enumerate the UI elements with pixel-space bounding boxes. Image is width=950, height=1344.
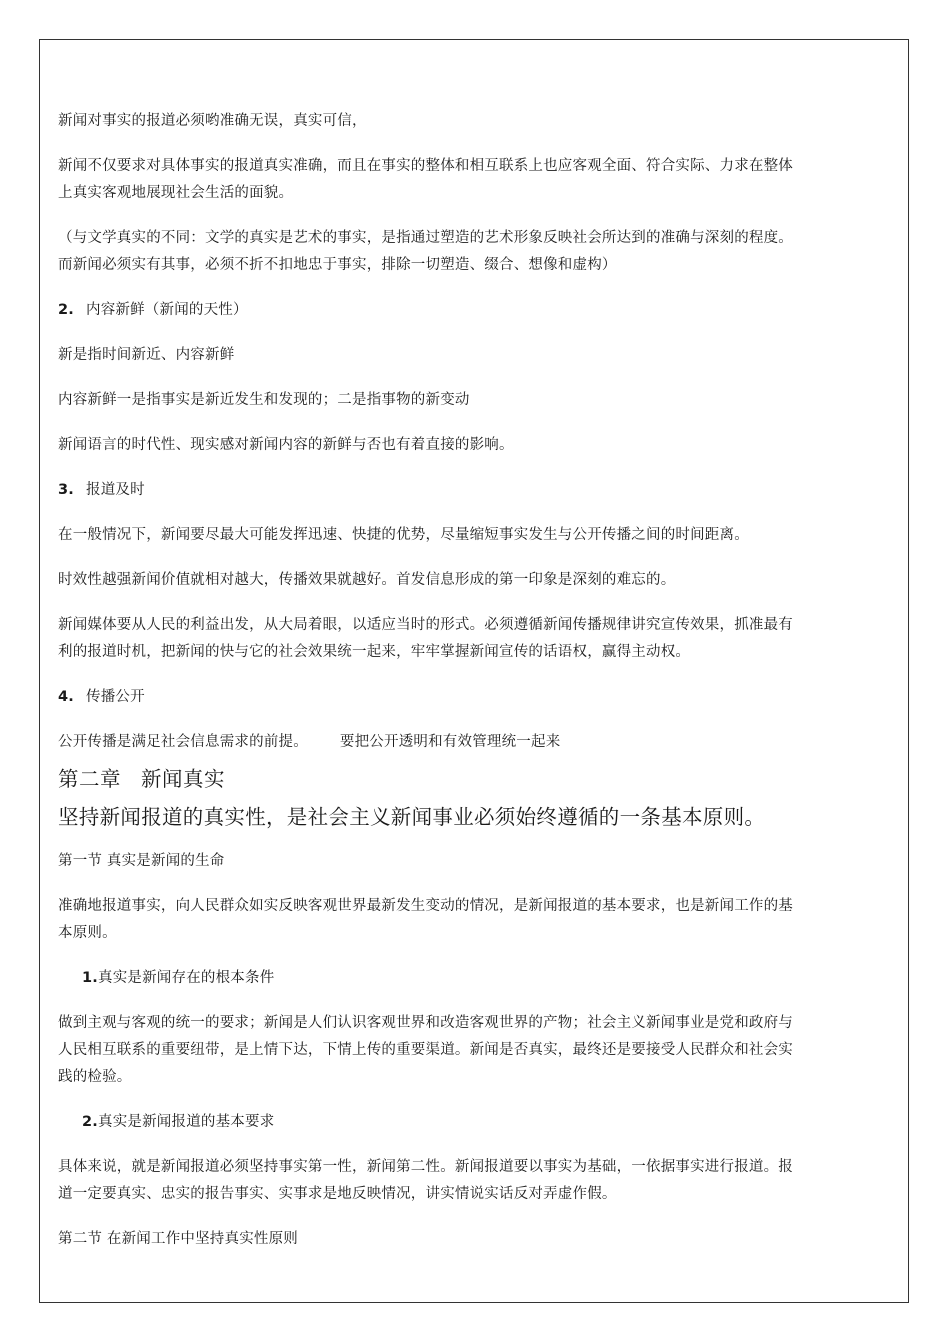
paragraph-line: 新闻不仅要求对具体事实的报道真实准确，而且在事实的整体和相互联系上也应客观全面、符合实际、力求在整体: [58, 158, 793, 174]
sentence: 要把公开透明和有效管理统一起来: [339, 734, 561, 750]
subsection-heading: [58, 1109, 894, 1136]
item-number: 2.: [58, 302, 74, 318]
subsection-number: 2.: [82, 1114, 98, 1130]
paragraph: 在一般情况下，新闻要尽最大可能发挥迅速、快捷的优势，尽量缩短事实发生与公开传播之间的时间距离。: [58, 527, 749, 543]
subsection-title: 真实是新闻存在的根本条件: [98, 970, 275, 986]
paragraph-line: 而新闻必须实有其事，必须不折不扣地忠于事实，排除一切塑造、缀合、想像和虚构）: [58, 257, 617, 273]
item-number: 4.: [58, 689, 74, 705]
paragraph-line: 具体来说，就是新闻报道必须坚持事实第一性，新闻第二性。新闻报道要以事实为基础，一依据事实进行报道。报: [58, 1159, 793, 1175]
item-number: 3.: [58, 482, 74, 498]
paragraph-literary-comparison: [58, 225, 894, 279]
paragraph-line: 践的检验。: [58, 1069, 132, 1085]
item-heading-freshness: [58, 297, 894, 324]
paragraph: [58, 1154, 894, 1208]
paragraph: [58, 612, 894, 666]
item-title: 报道及时: [86, 482, 145, 498]
paragraph-line: 做到主观与客观的统一的要求；新闻是人们认识客观世界和改造客观世界的产物；社会主义新闻事业是党和政府与: [58, 1015, 793, 1031]
paragraph: [58, 1010, 894, 1091]
paragraph: [58, 729, 894, 756]
chapter-title: 新闻真实: [141, 767, 225, 791]
sentence: 公开传播是满足社会信息需求的前提。: [58, 734, 308, 750]
paragraph: 新是指时间新近、内容新鲜: [58, 347, 235, 363]
item-title: 内容新鲜（新闻的天性）: [86, 302, 248, 318]
section-heading: 第一节 真实是新闻的生命: [58, 853, 225, 869]
paragraph-line: （与文学真实的不同：文学的真实是艺术的事实，是指通过塑造的艺术形象反映社会所达到的准确与深刻的程度。: [58, 230, 793, 246]
paragraph-line: 准确地报道事实，向人民群众如实反映客观世界最新发生变动的情况，是新闻报道的基本要求，也是新闻工作的基: [58, 898, 793, 914]
item-heading-timeliness: [58, 477, 894, 504]
paragraph: [58, 893, 894, 947]
chapter-label: 第二章: [58, 767, 121, 791]
paragraph: 时效性越强新闻价值就相对越大，传播效果就越好。首发信息形成的第一印象是深刻的难忘的。: [58, 572, 676, 588]
paragraph-line: 本原则。: [58, 925, 117, 941]
subsection-number: 1.: [82, 970, 98, 986]
paragraph: 内容新鲜一是指事实是新近发生和发现的；二是指事物的新变动: [58, 392, 470, 408]
paragraph-overall-truth: [58, 153, 894, 207]
paragraph-line: 道一定要真实、忠实的报告事实、实事求是地反映情况，讲实情说实话反对弄虚作假。: [58, 1186, 617, 1202]
chapter-lead-statement: 坚持新闻报道的真实性，是社会主义新闻事业必须始终遵循的一条基本原则。: [58, 805, 766, 829]
item-title: 传播公开: [86, 689, 145, 705]
paragraph-line: 上真实客观地展现社会生活的面貌。: [58, 185, 294, 201]
subsection-heading: [58, 965, 894, 992]
paragraph-line: 新闻媒体要从人民的利益出发，从大局着眼，以适应当时的形式。必须遵循新闻传播规律讲究宣传效果，抓准最有: [58, 617, 793, 633]
paragraph-line: 人民相互联系的重要纽带，是上情下达，下情上传的重要渠道。新闻是否真实，最终还是要接受人民群众和社会实: [58, 1042, 793, 1058]
document-body: [58, 108, 894, 1253]
paragraph-line: 利的报道时机，把新闻的快与它的社会效果统一起来，牢牢掌握新闻宣传的话语权，赢得主动权。: [58, 644, 691, 660]
section-heading: 第二节 在新闻工作中坚持真实性原则: [58, 1231, 299, 1247]
item-heading-openness: [58, 684, 894, 711]
subsection-title: 真实是新闻报道的基本要求: [98, 1114, 275, 1130]
chapter-heading: [58, 762, 894, 796]
paragraph: 新闻语言的时代性、现实感对新闻内容的新鲜与否也有着直接的影响。: [58, 437, 514, 453]
paragraph-accuracy: 新闻对事实的报道必须哟准确无误，真实可信，: [58, 113, 367, 129]
